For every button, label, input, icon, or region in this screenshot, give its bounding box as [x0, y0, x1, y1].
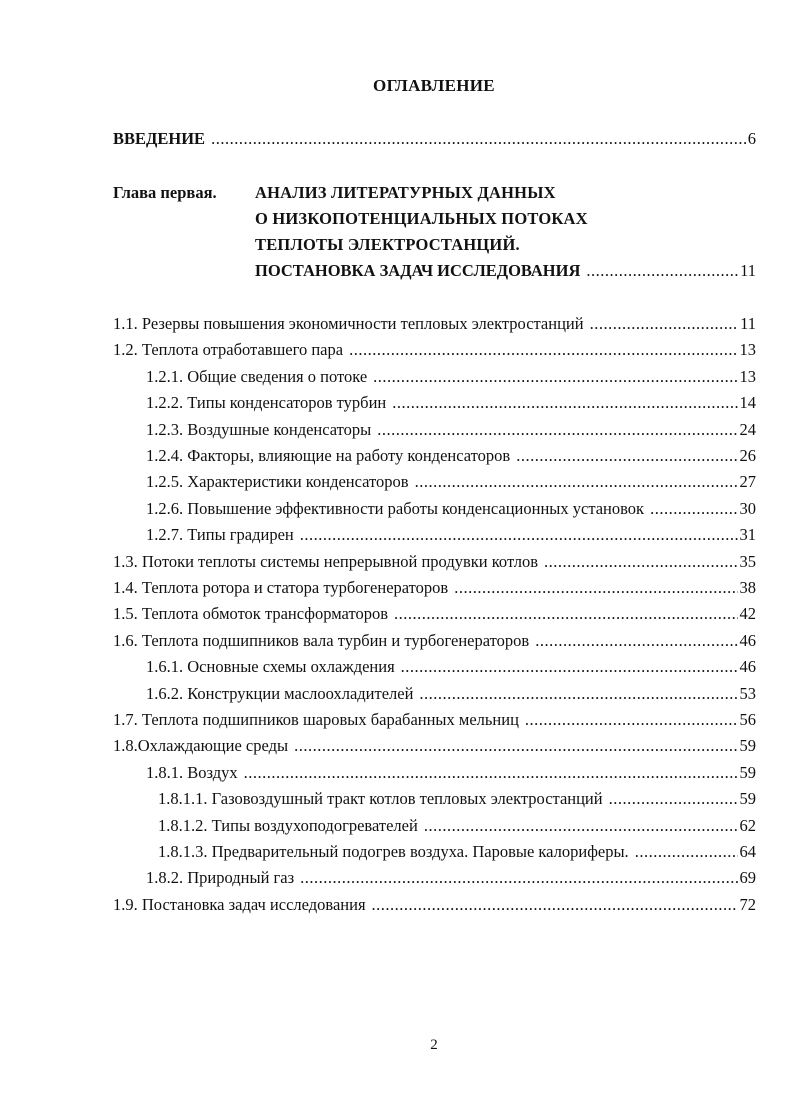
- page-number: 2: [430, 1037, 438, 1053]
- toc-entry[interactable]: [146, 496, 756, 522]
- toc-entry-page: 31: [739, 525, 756, 544]
- toc-entry-page: 59: [739, 763, 756, 782]
- toc-entry-page: 69: [739, 868, 756, 887]
- toc-entry[interactable]: [146, 865, 756, 891]
- toc-entry-title: 1.5. Теплота обмоток трансформаторов: [113, 604, 388, 623]
- toc-entry-title: 1.1. Резервы повышения экономичности тепловых электростанций: [113, 314, 584, 333]
- toc-entry[interactable]: [146, 522, 756, 548]
- dot-leader: [516, 443, 737, 469]
- toc-entry-title: 1.6.2. Конструкции маслоохладителей: [146, 684, 414, 703]
- dot-leader: [419, 681, 737, 707]
- toc-entry[interactable]: [158, 813, 756, 839]
- toc-entry[interactable]: [146, 681, 756, 707]
- toc-entry-page: 13: [739, 340, 756, 359]
- toc-entry-title: 1.4. Теплота ротора и статора турбогенераторов: [113, 578, 449, 597]
- dot-leader: [211, 127, 746, 151]
- dot-leader: [349, 337, 737, 363]
- toc-entry-page: 26: [739, 446, 756, 465]
- dot-leader: [300, 865, 737, 891]
- toc-entry[interactable]: [113, 707, 756, 733]
- toc-entry-introduction[interactable]: [113, 127, 756, 151]
- dot-leader: [394, 601, 738, 627]
- dot-leader: [590, 311, 739, 337]
- toc-entry[interactable]: [146, 443, 756, 469]
- chapter-title-line: О НИЗКОПОТЕНЦИАЛЬНЫХ ПОТОКАХ: [255, 209, 588, 228]
- dot-leader: [392, 390, 737, 416]
- toc-entry[interactable]: [113, 892, 756, 918]
- toc-entry-page: 35: [739, 552, 756, 571]
- toc-entry-page: 56: [739, 710, 756, 729]
- toc-entry-page: 59: [739, 789, 756, 808]
- dot-leader: [635, 839, 738, 865]
- toc-entry-title: 1.2.4. Факторы, влияющие на работу конденсаторов: [146, 446, 511, 465]
- toc-entry-page: 62: [739, 816, 756, 835]
- toc-entry-title: 1.9. Постановка задач исследования: [113, 895, 366, 914]
- toc-entry-page: 14: [739, 393, 756, 412]
- dot-leader: [372, 892, 738, 918]
- dot-leader: [586, 258, 738, 284]
- toc-entry[interactable]: [146, 654, 756, 680]
- toc-entry-title: 1.8.1. Воздух: [146, 763, 238, 782]
- toc-entry-page: 13: [739, 367, 756, 386]
- toc-entry-title: 1.3. Потоки теплоты системы непрерывной продувки котлов: [113, 552, 539, 571]
- toc-entry[interactable]: [113, 601, 756, 627]
- toc-entry[interactable]: [113, 628, 756, 654]
- dot-leader: [525, 707, 738, 733]
- chapter-title-line: ТЕПЛОТЫ ЭЛЕКТРОСТАНЦИЙ.: [255, 235, 520, 254]
- toc-entry-title: 1.8.1.1. Газовоздушный тракт котлов тепловых электростанций: [158, 789, 603, 808]
- toc-entry-title: 1.2.2. Типы конденсаторов турбин: [146, 393, 387, 412]
- dot-leader: [300, 522, 738, 548]
- toc-entry-page: 46: [739, 657, 756, 676]
- toc-entry-page: 24: [739, 420, 756, 439]
- toc-entry[interactable]: [113, 733, 756, 759]
- dot-leader: [535, 628, 737, 654]
- toc-title: ОГЛАВЛЕНИЕ: [373, 76, 495, 95]
- toc-entry-page: 6: [747, 129, 756, 148]
- toc-entry-title: 1.2.1. Общие сведения о потоке: [146, 367, 368, 386]
- toc-entry-page: 53: [739, 684, 756, 703]
- toc-entry[interactable]: [158, 786, 756, 812]
- dot-leader: [544, 549, 737, 575]
- dot-leader: [377, 417, 737, 443]
- toc-entry-page: 46: [739, 631, 756, 650]
- toc-entry[interactable]: [158, 839, 756, 865]
- toc-entry-title: 1.2.6. Повышение эффективности работы конденсационных установок: [146, 499, 645, 518]
- chapter-title-line: ПОСТАНОВКА ЗАДАЧ ИССЛЕДОВАНИЯ: [255, 261, 581, 280]
- toc-entry-title: 1.2.5. Характеристики конденсаторов: [146, 472, 409, 491]
- toc-entry-page: 30: [739, 499, 756, 518]
- toc-entry[interactable]: [146, 364, 756, 390]
- toc-entry-page: 11: [740, 314, 756, 333]
- toc-entry-title: 1.8.1.2. Типы воздухоподогревателей: [158, 816, 418, 835]
- toc-entry[interactable]: [146, 469, 756, 495]
- chapter-title-last-line: [255, 258, 756, 284]
- toc-entry[interactable]: [146, 390, 756, 416]
- toc-entry-title: 1.8.2. Природный газ: [146, 868, 295, 887]
- toc-entry[interactable]: [146, 417, 756, 443]
- dot-leader: [424, 813, 738, 839]
- dot-leader: [401, 654, 738, 680]
- dot-leader: [294, 733, 737, 759]
- dot-leader: [244, 760, 738, 786]
- toc-entry-label: ВВЕДЕНИЕ: [113, 129, 206, 148]
- dot-leader: [415, 469, 738, 495]
- toc-entry[interactable]: [113, 311, 756, 337]
- toc-entry-title: 1.2.3. Воздушные конденсаторы: [146, 420, 372, 439]
- chapter-title-line: АНАЛИЗ ЛИТЕРАТУРНЫХ ДАННЫХ: [255, 183, 556, 202]
- dot-leader: [650, 496, 737, 522]
- toc-entry-page: 38: [739, 578, 756, 597]
- toc-entry-page: 42: [739, 604, 756, 623]
- dot-leader: [609, 786, 738, 812]
- toc-entry-page: 72: [739, 895, 756, 914]
- toc-entry-title: 1.2. Теплота отработавшего пара: [113, 340, 344, 359]
- toc-entry[interactable]: [113, 549, 756, 575]
- toc-entry-page: 59: [739, 736, 756, 755]
- toc-entry[interactable]: [113, 575, 756, 601]
- toc-entry-title: 1.6.1. Основные схемы охлаждения: [146, 657, 395, 676]
- dot-leader: [373, 364, 737, 390]
- toc-entry-title: 1.8.Охлаждающие среды: [113, 736, 289, 755]
- toc-entry-title: 1.6. Теплота подшипников вала турбин и турбогенераторов: [113, 631, 530, 650]
- chapter-page: 11: [740, 261, 756, 280]
- toc-entry[interactable]: [113, 337, 756, 363]
- chapter-prefix: Глава первая.: [113, 183, 217, 202]
- toc-entry-page: 64: [739, 842, 756, 861]
- toc-entry[interactable]: [146, 760, 756, 786]
- dot-leader: [454, 575, 737, 601]
- toc-entry-title: 1.2.7. Типы градирен: [146, 525, 294, 544]
- toc-entry-title: 1.8.1.3. Предварительный подогрев воздуха. Паровые калориферы.: [158, 842, 629, 861]
- toc-entry-page: 27: [739, 472, 756, 491]
- toc-entry-title: 1.7. Теплота подшипников шаровых барабанных мельниц: [113, 710, 519, 729]
